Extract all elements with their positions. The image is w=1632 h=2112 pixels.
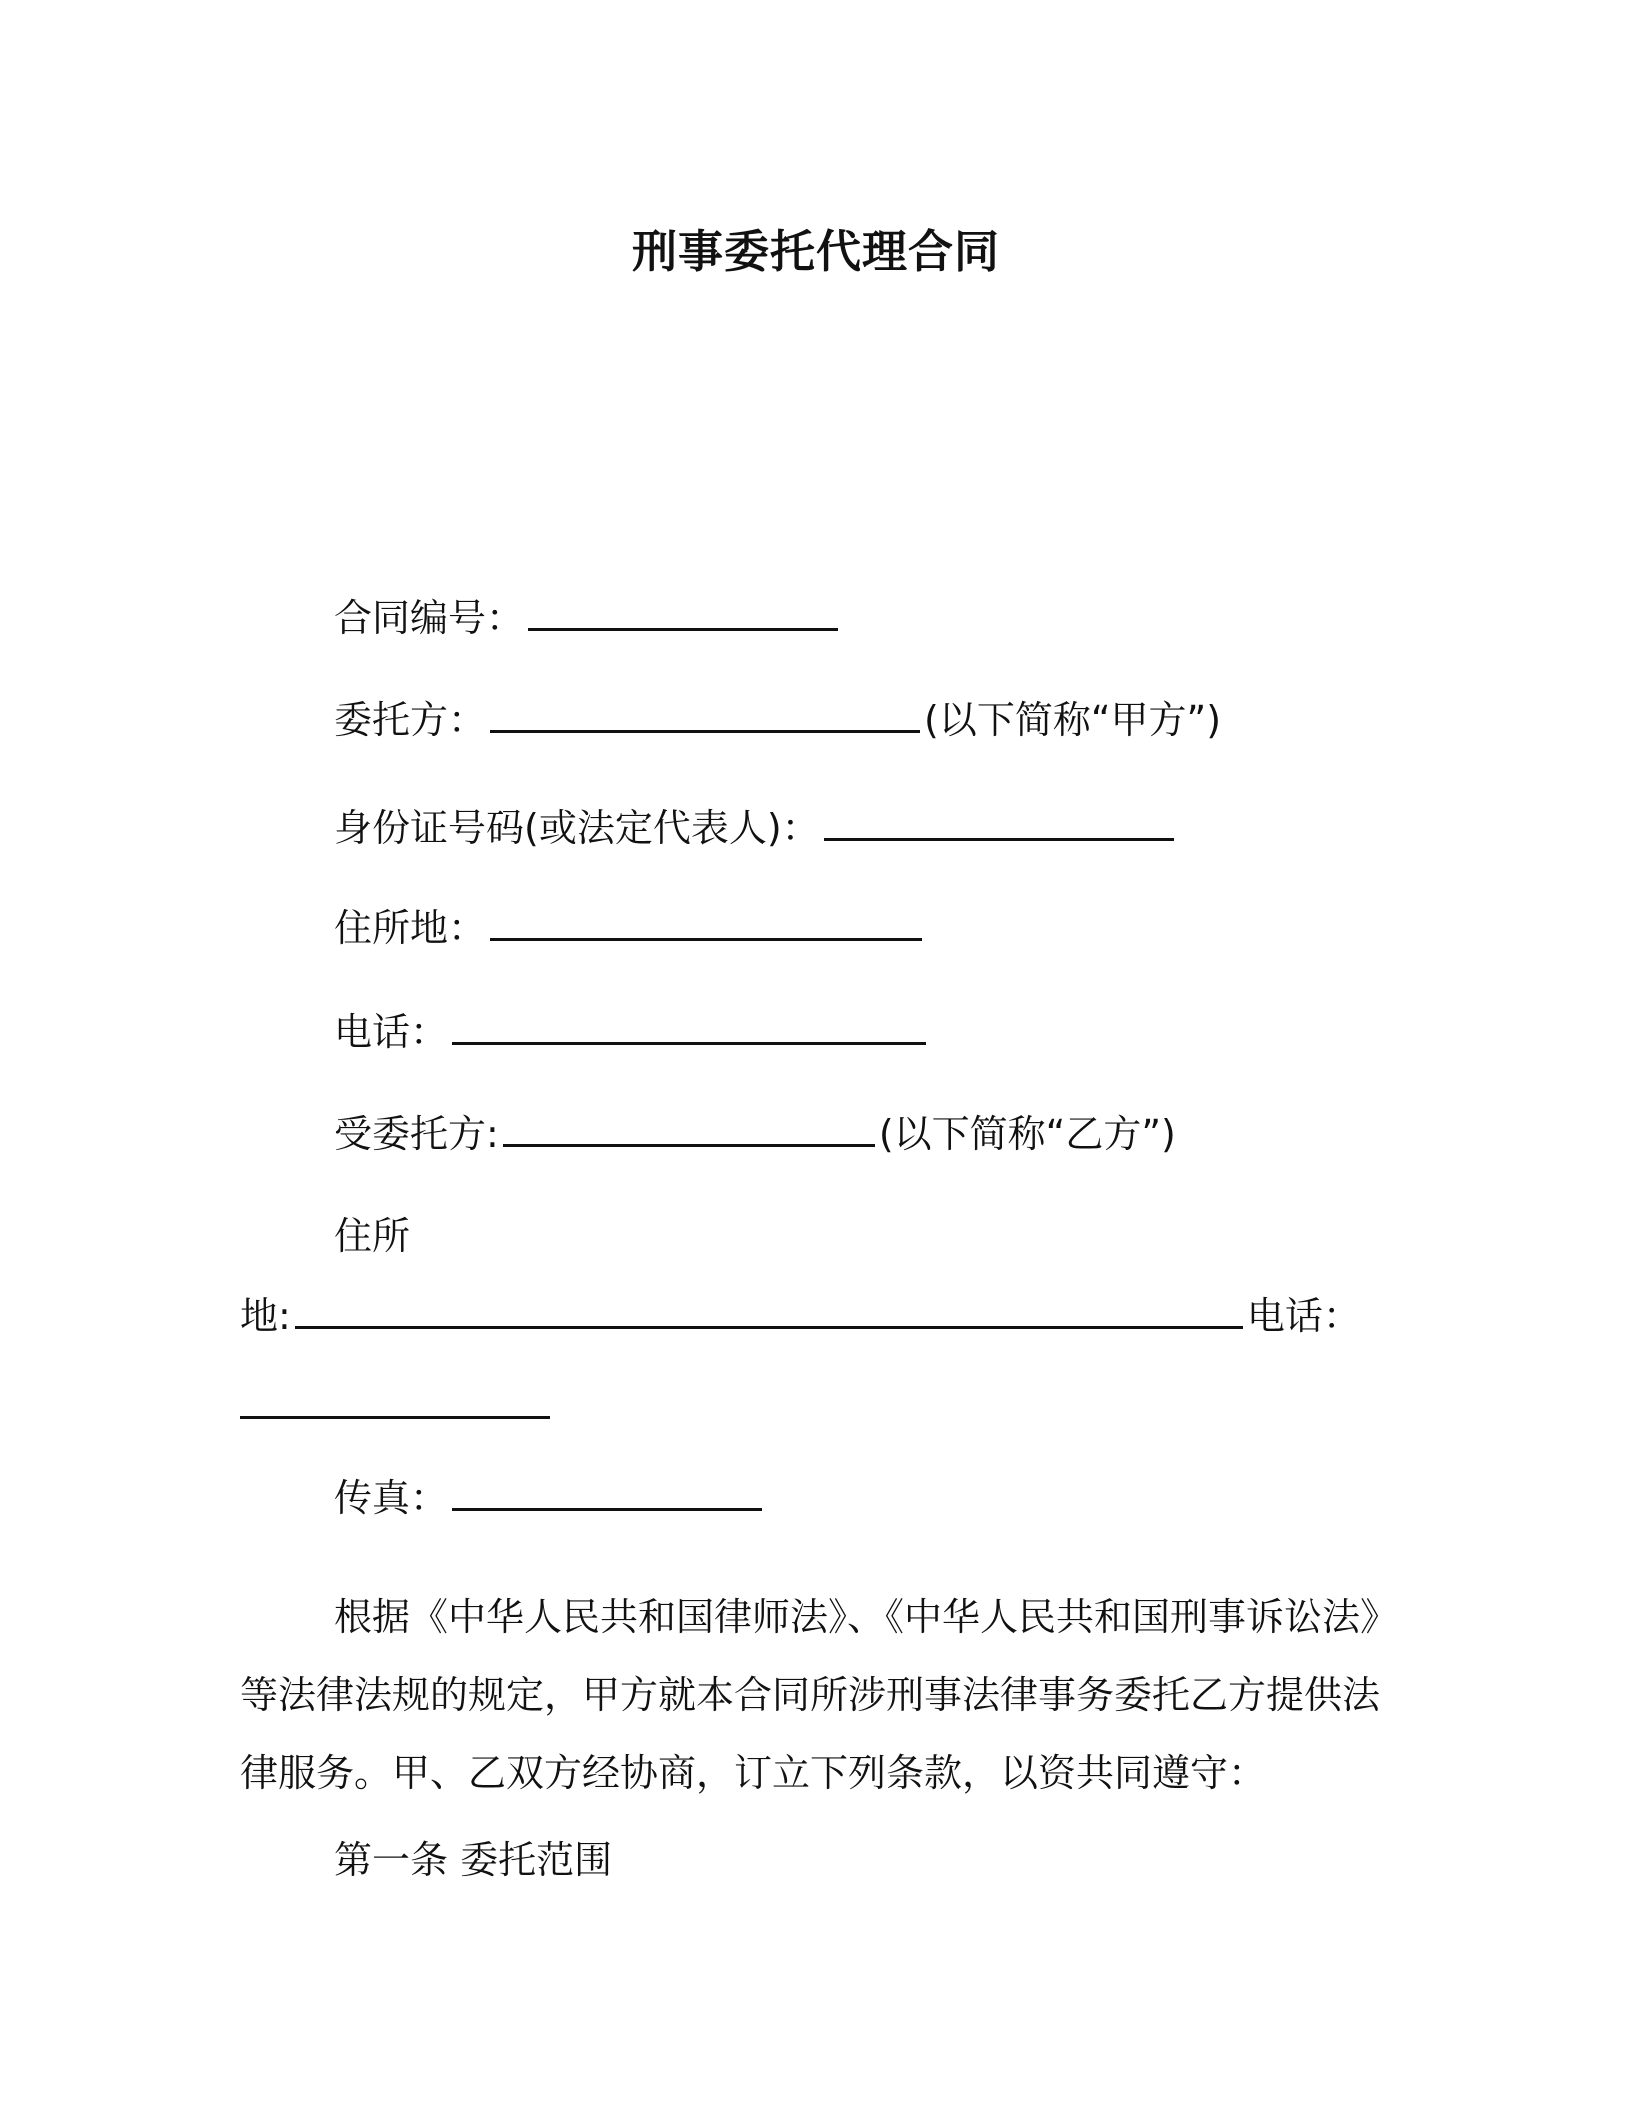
fax-row	[334, 1474, 766, 1522]
client-phone-blank[interactable]	[452, 1032, 926, 1045]
agent-address-label-2: 地:	[240, 1294, 291, 1338]
client-address-label: 住所地：	[334, 906, 487, 950]
client-address-row	[334, 904, 926, 952]
preamble-paragraph: 根据《中华人民共和国律师法》、《中华人民共和国刑事诉讼法》等法律法规的规定，甲方就本合同所涉刑事法律事务委托乙方提供法律服务。甲、乙双方经协商，订立下列条款，以资共同遵守：	[240, 1595, 1399, 1795]
agent-phone-row	[240, 1382, 554, 1430]
agent-address-label-1: 住所	[334, 1214, 411, 1258]
agent-phone-label: 电话：	[1246, 1294, 1361, 1338]
id-number-row	[334, 804, 1178, 852]
fax-label: 传真：	[334, 1476, 449, 1520]
agent-name-blank[interactable]	[503, 1134, 875, 1147]
id-number-blank[interactable]	[824, 828, 1174, 841]
article-1-heading: 第一条 委托范围	[334, 1838, 613, 1882]
client-name-blank[interactable]	[490, 720, 920, 733]
page-title: 刑事委托代理合同	[631, 225, 1000, 278]
client-phone-label: 电话：	[334, 1010, 449, 1054]
client-suffix: (以下简称“甲方”)	[924, 698, 1222, 742]
agent-row	[334, 1110, 1176, 1158]
agent-address-blank[interactable]	[295, 1316, 1243, 1329]
agent-phone-blank[interactable]	[240, 1406, 550, 1419]
fax-blank[interactable]	[452, 1498, 762, 1511]
client-row	[334, 696, 1221, 744]
agent-suffix: (以下简称“乙方”)	[878, 1112, 1176, 1156]
contract-number-label: 合同编号：	[334, 596, 525, 640]
id-number-label: 身份证号码(或法定代表人)：	[334, 806, 820, 850]
agent-label: 受委托方:	[334, 1112, 499, 1156]
agent-address-label-row	[334, 1212, 410, 1260]
client-phone-row	[334, 1008, 930, 1056]
client-address-blank[interactable]	[490, 928, 922, 941]
agent-address-row	[240, 1292, 1361, 1340]
contract-number-row	[334, 594, 842, 642]
client-label: 委托方：	[334, 698, 487, 742]
contract-number-blank[interactable]	[528, 618, 838, 631]
